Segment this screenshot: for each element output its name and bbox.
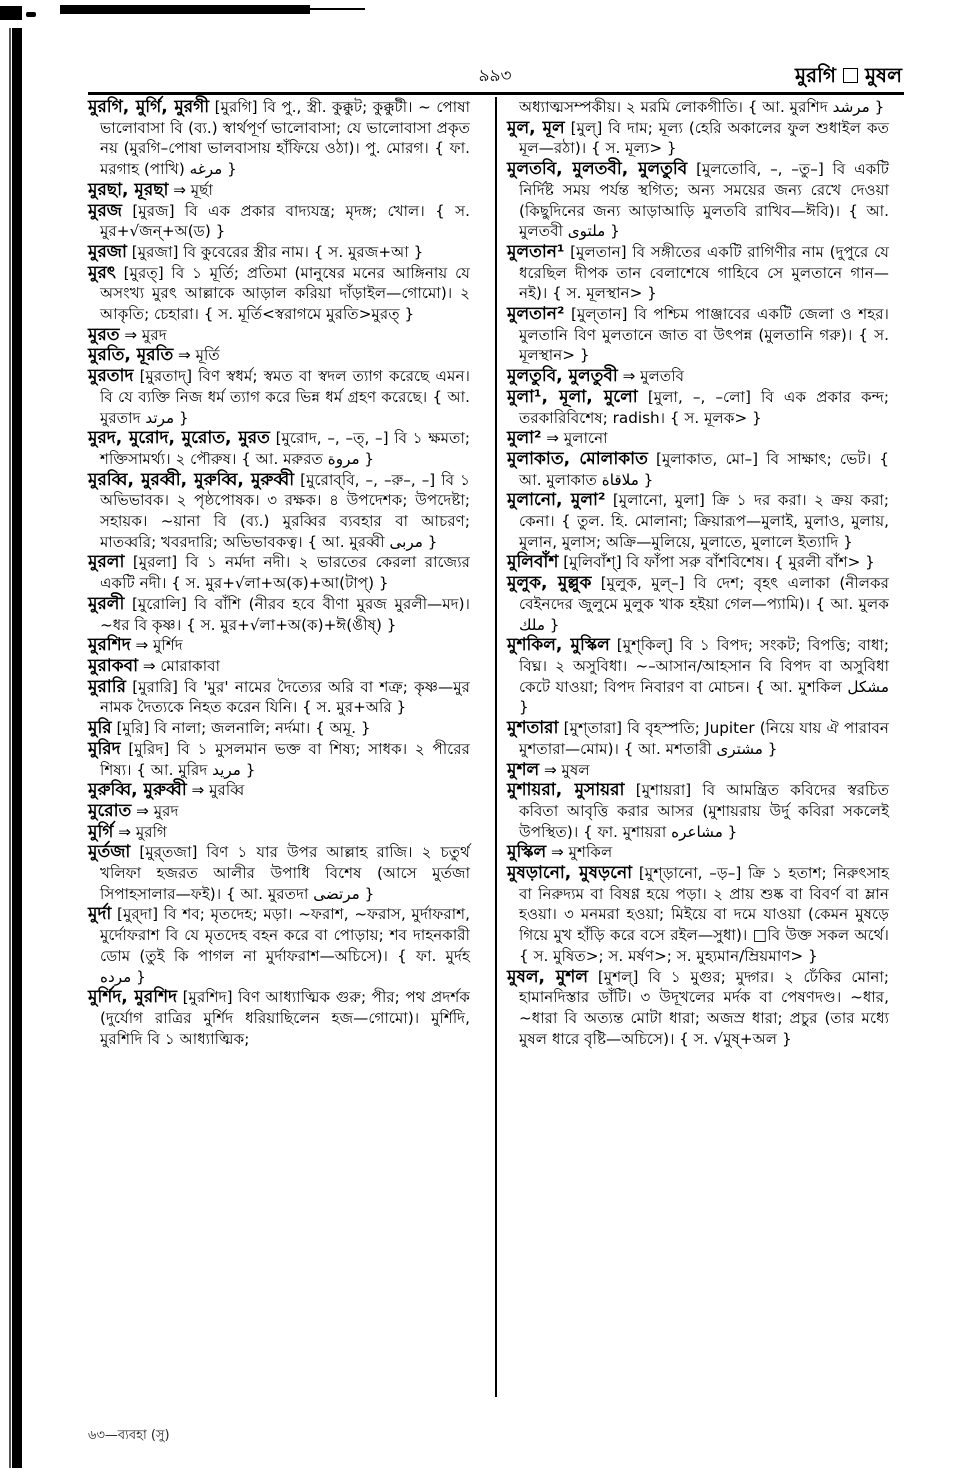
entry-headword: মুস্কিল	[507, 842, 547, 863]
entry-definition: [মুল্] বি দাম; মূল্য (হেরি অকালের ফুল শুধাইল কত মূল—রঠা)। { স. মূল্য> }	[519, 118, 889, 158]
dictionary-entry	[88, 739, 470, 780]
header-rule	[88, 92, 904, 95]
entry-headword: মুরিদ	[88, 738, 121, 759]
entry-definition: [মুরোব্‌বি, –, –রু–, –] বি ১ অভিভাবক। ২ পৃষ্ঠপোষক। ৩ রক্ষক। ৪ উপদেশক; উপদেষ্টা; সহায়ক। ~য়ানা বি (ব্য.) মুরব্বির ব্যবহার বা আচরণ; মাতব্বরি; খবরদারি; অভিভাবকত্ব। { আ. মুরব্বী مربی }	[100, 470, 470, 551]
entry-headword: মুশল	[507, 759, 540, 780]
dictionary-entry	[507, 863, 889, 967]
dictionary-entry	[507, 387, 889, 428]
box-separator-icon	[843, 68, 858, 83]
dictionary-entry	[507, 118, 889, 159]
footer-signature-note: ৬৩—ব্যবহা (সু)	[88, 1428, 170, 1443]
entry-definition: ⇒ মুলতবি	[617, 367, 685, 386]
entry-headword: মুলুক, মুল্লুক	[507, 573, 592, 594]
dictionary-entry	[88, 987, 470, 1049]
dictionary-entry	[88, 470, 470, 553]
dictionary-entry	[88, 822, 470, 843]
dictionary-entry	[88, 201, 470, 242]
entry-headword: মুর্শিদ, মুরশিদ	[88, 987, 178, 1008]
dictionary-entry	[88, 904, 470, 987]
entry-definition: ⇒ মূর্তি	[173, 346, 220, 365]
page-number: ৯৯৩	[478, 66, 512, 86]
entry-definition: [মুশ্‌কিল্] বি ১ বিপদ; সংকট; বিপত্তি; বাধা; বিঘ্ন। ২ অসুবিধা। ~–আসান/আহসান বি বিপদ বা অসুবিধা কেটে যাওয়া; বিপদ নিবারণ বা মোচন। { আ. মুশকিল مشکل }	[519, 636, 889, 717]
entry-headword: মুরলী	[88, 593, 125, 614]
dictionary-entry	[88, 780, 470, 801]
dictionary-entry	[507, 242, 889, 304]
entry-headword: মুর্দা	[88, 904, 112, 925]
dictionary-entry	[88, 345, 470, 366]
entry-definition: ⇒ মুরগি	[113, 822, 167, 841]
entry-definition: [মুরতাদ্] বিণ স্বধর্ম; স্বমত বা স্বদল ত্যাগ করেছে এমন। বি যে ব্যক্তি নিজ ধর্ম ত্যাগ করে ভিন্ন ধর্ম গ্রহণ করেছে। { আ. মুরতাদ مرتد }	[100, 367, 470, 427]
entry-headword: মুলা¹, মূলা, মুলো	[507, 386, 638, 407]
running-head	[795, 62, 902, 88]
dictionary-entry	[507, 449, 889, 490]
entry-definition: [মুশায়রা] বি আমন্ত্রিত কবিদের স্বরচিত কবিতা আবৃত্তি করার আসর (মুশায়রায় উর্দু কবিরা সকলেই উপস্থিত)। { ফা. মুশায়রা مشاعره }	[519, 781, 889, 841]
entry-definition: [মুল্‌তান] বি পশ্চিম পাঞ্জাবের একটি জেলা ও শহর। মুলতানি বিণ মুলতানে জাত বা উৎপন্ন (মুলতানি গরু)। { স. মূলস্থান> }	[519, 305, 889, 365]
entry-definition: ⇒ মুর্শিদ	[130, 636, 183, 655]
dictionary-entry	[88, 366, 470, 428]
scan-artifact	[60, 8, 365, 10]
dictionary-entry	[507, 635, 889, 718]
right-column	[507, 97, 889, 1049]
entry-headword: মুরি	[88, 718, 112, 739]
entry-headword: মুলতবি, মুলতবী, মুলতুবি	[507, 159, 688, 180]
entry-headword: মুলতান¹	[507, 241, 565, 262]
left-column	[88, 97, 470, 1049]
dictionary-entry	[88, 801, 470, 822]
dictionary-entry	[88, 594, 470, 635]
entry-headword: মুর্গি	[88, 821, 114, 842]
dictionary-entry	[507, 552, 889, 573]
dictionary-entry	[507, 428, 889, 449]
dictionary-entry	[88, 263, 470, 325]
entry-headword: মুরতাদ	[88, 366, 134, 387]
guide-word-first: মুরগি	[795, 63, 836, 87]
entry-definition: ⇒ মুরদ	[131, 801, 179, 820]
entry-definition: ⇒ মুলানো	[541, 429, 608, 448]
entry-headword: মুলানো, মুলা²	[507, 490, 606, 511]
entry-headword: মুরদ, মুরোদ, মুরোত, মুরত	[88, 428, 270, 449]
dictionary-entry	[88, 428, 470, 469]
entry-definition: ⇒ মুশকিল	[546, 843, 613, 862]
dictionary-entry	[507, 366, 889, 387]
entry-definition: [মুলতান] বি সঙ্গীতের একটি রাগিণীর নাম (দুপুরে যে ধরেছিল দীপক তান বেলাশেষে গাহিবে সে মুলতানে গান—নই)। { স. মূলস্থান> }	[519, 242, 889, 303]
entry-headword: মুশকিল, মুস্কিল	[507, 635, 610, 656]
dictionary-entry	[507, 159, 889, 242]
entry-definition: [মুলাকাত, মো–] বি সাক্ষাৎ; ভেট। { আ. মুলাকাত ملاقاة }	[519, 449, 889, 489]
entry-headword: মুষল, মুশল	[507, 966, 589, 987]
entry-definition: [মুরজ] বি এক প্রকার বাদ্যযন্ত্র; মৃদঙ্গ; খোল। { স. মুর+√জন্+অ(ড) }	[100, 201, 470, 241]
entry-definition: [মুলা, –, –লো] বি এক প্রকার কন্দ; তরকারিবিশেষ; radish। { স. মূলক> }	[519, 387, 889, 427]
entry-definition: [মুলতোবি, –, –তু–] বি একটি নির্দিষ্ট সময় পর্যন্ত স্থগিত; অন্য সময়ের জন্য রেখে দেওয়া (কিছুদিনের জন্য আড়াআড়ি মুলতবি রাখিব—ঈবি)। { আ. মুলতবী ملتوی }	[519, 160, 889, 241]
dictionary-entry	[88, 97, 470, 180]
entry-definition: ⇒ মূর্ছা	[168, 180, 213, 199]
entry-definition: [মুশ্‌ড়ানো, –ড়–] ক্রি ১ হতাশ; নিরুৎসাহ বা নিরুদ্যম বা বিষণ্ণ হয়ে পড়া। ২ প্রায় শুষ্ক বা বিবর্ণ বা ম্লান হওয়া। ৩ মনমরা হওয়া; মিইয়ে বা দমে যাওয়া (কেমন মুষড়ে গিয়ে মুখ হাঁড়ি করে বসে রইল—সুধা)। □বি উক্ত সকল অর্থে। { স. মুষিত>; স. মর্ষণ>; স. মুহ্যমান/ম্রিয়মাণ> }	[519, 864, 889, 965]
entry-headword: মুশতারা	[507, 718, 559, 739]
dictionary-entry	[507, 490, 889, 552]
entry-headword: মুরব্বি, মুরব্বী, মুরুব্বি, মুরুব্বী	[88, 469, 295, 490]
entry-definition: [মুর্‌তজা] বিণ ১ যার উপর আল্লাহ রাজি। ২ চতুর্থ খলিফা হজরত আলীর উপাধি বিশেষ (আসে মুর্তজা সিপাহসালার—ফই)। { আ. মুরতদা مرتضی }	[100, 843, 470, 903]
entry-headword: মুরছা, মূরছা	[88, 179, 169, 200]
entry-headword: মুরুব্বি, মুরুব্বী	[88, 780, 187, 801]
dictionary-entry	[507, 780, 889, 842]
dictionary-entry	[507, 760, 889, 781]
entry-headword: মুরতি, মূরতি	[88, 345, 174, 366]
dictionary-entry	[507, 304, 889, 366]
entry-headword: মুরত	[88, 324, 120, 345]
entry-headword: মুরোত	[88, 800, 132, 821]
entry-definition: [মুলানো, মুলা] ক্রি ১ দর করা। ২ ক্রয় করা; কেনা। { তুল. হি. মোলানা; ক্রিয়ারূপ—মুলাই, মুলাও, মুলায়, মুলান, মুলাস; অক্রি—মুলিয়ে, মুলাতে, মুলালে ইত্যাদি }	[519, 491, 889, 551]
entry-definition: ⇒ মুষল	[539, 760, 590, 779]
entry-definition: [মুরি] বি নালা; জলনালি; নর্দমা। { অমূ. }	[111, 719, 371, 738]
dictionary-entry	[88, 242, 470, 263]
dictionary-entry	[88, 656, 470, 677]
entry-definition: ⇒ মুরদ	[119, 325, 167, 344]
entry-headword: মুলতান²	[507, 304, 565, 325]
entry-headword: মুরজা	[88, 241, 127, 262]
dictionary-entry	[88, 180, 470, 201]
dictionary-entry	[507, 842, 889, 863]
entry-headword: মুলাকাত, মোলাকাত	[507, 448, 648, 469]
entry-definition: [মুলুক, মুল্–] বি দেশ; বৃহৎ এলাকা (নীলকর বেইনদের জুলুমে মুলুক খাক হইয়া গেল—প্যামি)। { আ. মুলক ملك }	[519, 574, 890, 634]
page-binding-shadow	[12, 28, 22, 1468]
entry-headword: মুরশিদ	[88, 635, 131, 656]
page-binding-edge	[9, 28, 11, 1468]
scan-artifact	[0, 6, 22, 20]
entry-headword: মুশায়রা, মুসায়রা	[507, 780, 625, 801]
entry-headword: মুরগি, মুর্গি, মুরগী	[88, 97, 210, 117]
dictionary-entry	[507, 97, 889, 118]
entry-definition: [মুশ্‌তারা] বি বৃহস্পতি; Jupiter (নিয়ে যায় ঐ পারাবন মুশতারা—মোম)। { আ. মশতারী مشتری }	[519, 719, 889, 758]
entry-headword: মুরারি	[88, 676, 126, 697]
dictionary-entry	[507, 573, 889, 635]
entry-headword: মুলা²	[507, 428, 542, 449]
entry-definition: [মুরোলি] বি বাঁশি (নীরব হবে বীণা মুরজ মুরলী—মদ)। ~ধর বি কৃষ্ণ। { স. মুর+√লা+অ(ক)+ঈ(ঙীষ্) }	[100, 594, 470, 634]
dictionary-entry	[507, 718, 889, 759]
entry-definition: [মুশল্] বি ১ মুগুর; মুদ্গর। ২ ঢেঁকির মোনা; হামানদিস্তার ডাঁটি। ৩ উদূখলের মর্দক বা পেষণদণ্ড। ~ধার, ~ধারা বি অত্যন্ত মোটা ধারা; অজস্র ধারা; প্রচুর (তার মধ্যে মুষল ধারে বৃষ্টি—অচিসে)। { স. √মুষ্+অল }	[519, 967, 889, 1048]
dictionary-entry	[88, 677, 470, 718]
entry-definition: [মুরোদ, –, –ত্, –] বি ১ ক্ষমতা; শক্তিসামর্থ্য। ২ পৌরুষ। { আ. মরুরত مروة }	[100, 429, 471, 468]
entry-headword: মুরৎ	[88, 262, 116, 283]
entry-headword: মুরাকবা	[88, 655, 139, 676]
entry-definition: [মুরত্] বি ১ মূর্তি; প্রতিমা (মানুষের মনের আঙ্গিনায় যে অসংখ্য মুরৎ আল্লাকে আড়াল করিয়া দাঁড়াইল—গোমো)। ২ আকৃতি; চেহারা। { স. মূর্তি<স্বরাগমে মুরতি>মুরত্ }	[100, 263, 470, 324]
entry-definition: ⇒ মুরব্বি	[186, 781, 245, 800]
entry-headword: মুলিবাঁশ	[507, 552, 559, 573]
dictionary-entry	[88, 325, 470, 346]
guide-word-last: মুষল	[864, 63, 902, 87]
entry-headword: মুলতুবি, মুলতুবী	[507, 366, 618, 387]
scan-artifact	[26, 12, 36, 17]
entry-headword: মুর্তজা	[88, 842, 131, 863]
entry-headword: মুরজ	[88, 200, 123, 221]
entry-definition: [মুরলা] বি ১ নর্মদা নদী। ২ ভারতের কেরলা রাজ্যের একটি নদী। { স. মুর+√লা+অ(ক)+আ(টাপ্) }	[100, 553, 470, 593]
entry-definition: [মুরিদ] বি ১ মুসলমান ভক্ত বা শিষ্য; সাধক। ২ পীরের শিষ্য। { আ. মুরিদ مرید }	[100, 739, 470, 779]
dictionary-entry	[88, 718, 470, 739]
dictionary-entry	[88, 552, 470, 593]
entry-definition: [মুরশিদ] বিণ আধ্যাত্মিক গুরু; পীর; পথ প্রদর্শক (দুর্যোগ রাত্রির মুর্শিদ ধরিয়াছিলেন হজ—গোমো)। মুর্শিদি, মুরশিদি বি ১ আধ্যাত্মিক;	[100, 988, 470, 1048]
entry-headword: মুরলা	[88, 552, 125, 573]
dictionary-entry	[88, 635, 470, 656]
column-divider	[495, 97, 497, 1397]
entry-definition: [মুলিবাঁশ্] বি ফাঁপা সরু বাঁশবিশেষ। { মুরলী বাঁশ> }	[558, 553, 875, 572]
entry-definition: ⇒ মোরাকাবা	[138, 656, 221, 675]
entry-definition: [মুর্‌দা] বি শব; মৃতদেহ; মড়া। ~ফরাশ, ~ফরাস, মুর্দাফরাশ, মুর্দোফরাশ বি যে মৃতদেহ বহন করে বা পোড়ায়; শব দাহনকারী ডোম (তুই কি পাগল না মুর্দাফরাশ—অচিসে)। { ফা. মুর্দহ مرده }	[100, 905, 470, 986]
entry-definition: [মুরগি] বি পু., স্ত্রী. কুক্কুট; কুক্কুটী। ~ পোষা ভালোবাসা বি (ব্য.) স্বার্থপূর্ণ ভালোবাসা; যে ভালোবাসা প্রকৃত নয় (মুরগি–পোষা ভালবাসায় হাঁফিয়ে ওঠা)। পু. মোরগ। { ফা. মরগাহ (পাখি) مرغه }	[100, 98, 470, 179]
entry-headword: মুল, মূল	[507, 117, 565, 138]
entry-definition: অধ্যাত্মসম্পকীয়। ২ মরমি লোকগীতি। { আ. মুরশিদ مرشد }	[519, 98, 885, 116]
dictionary-entry	[507, 967, 889, 1050]
dictionary-entry	[88, 842, 470, 904]
entry-definition: [মুরারি] বি 'মুর' নামের দৈত্যের অরি বা শত্রু; কৃষ্ণ—মুর নামক দৈত্যকে নিহত করেন যিনি। { স. মুর+অরি }	[100, 677, 470, 717]
entry-definition: [মুরজা] বি কুবেরের স্ত্রীর নাম। { স. মুরজ+আ }	[126, 242, 424, 261]
entry-headword: মুষড়ানো, মুষড়নো	[507, 863, 633, 884]
